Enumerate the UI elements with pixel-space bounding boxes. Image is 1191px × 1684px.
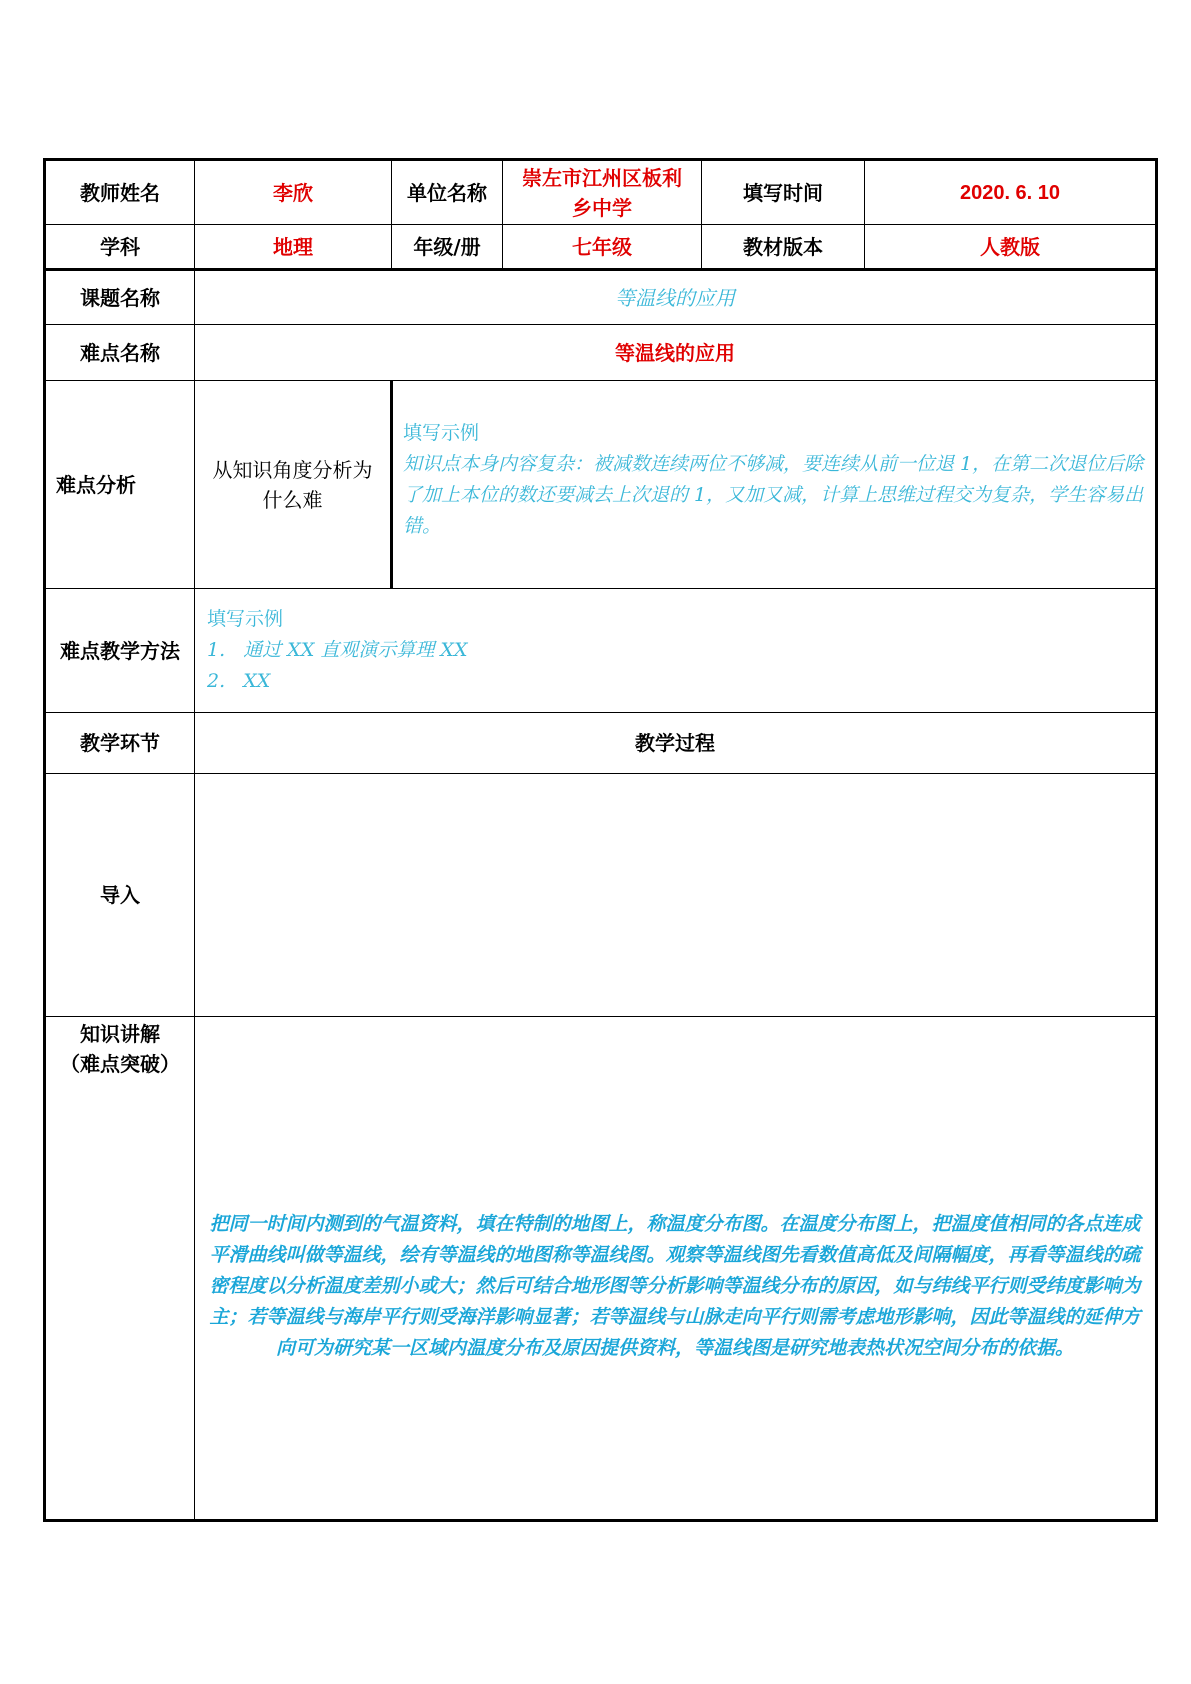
topic-value: 等温线的应用 <box>195 270 1157 325</box>
subject-label: 学科 <box>45 225 195 270</box>
knowledge-label-line-2: （难点突破） <box>60 1052 180 1076</box>
edition-label: 教材版本 <box>702 225 865 270</box>
difficulty-value: 等温线的应用 <box>195 325 1157 381</box>
topic-row <box>45 270 1157 325</box>
date-value: 2020. 6. 10 <box>865 160 1157 225</box>
teacher-label: 教师姓名 <box>45 160 195 225</box>
process-value: 教学过程 <box>195 713 1157 774</box>
analysis-sub-label-line-2: 什么难 <box>262 487 323 512</box>
unit-value-line-1: 崇左市江州区板利 <box>522 165 682 190</box>
analysis-row <box>45 381 1157 589</box>
intro-label: 导入 <box>45 774 195 1017</box>
method-row <box>45 589 1157 713</box>
knowledge-label-line-1: 知识讲解 <box>80 1022 160 1046</box>
analysis-label: 难点分析 <box>45 381 195 589</box>
date-label: 填写时间 <box>702 160 865 225</box>
intro-content <box>195 774 1157 1017</box>
knowledge-row <box>45 1017 1157 1521</box>
header-row-1 <box>45 160 1157 225</box>
method-example <box>195 589 1157 713</box>
difficulty-row <box>45 325 1157 381</box>
grade-label: 年级/册 <box>392 225 503 270</box>
knowledge-label <box>45 1017 195 1521</box>
analysis-sub-label-line-1: 从知识角度分析为 <box>212 457 373 482</box>
lesson-table <box>43 158 1158 1522</box>
grade-value: 七年级 <box>503 225 702 270</box>
method-item: 2. XX <box>207 670 271 692</box>
unit-label: 单位名称 <box>392 160 503 225</box>
process-label: 教学环节 <box>45 713 195 774</box>
edition-value: 人教版 <box>865 225 1157 270</box>
analysis-example <box>392 381 1157 589</box>
difficulty-label: 难点名称 <box>45 325 195 381</box>
intro-row <box>45 774 1157 1017</box>
method-item: 1. 通过 XX 直观演示算理 XX <box>207 639 468 661</box>
analysis-sub-label <box>195 381 392 589</box>
topic-label: 课题名称 <box>45 270 195 325</box>
header-row-2 <box>45 225 1157 270</box>
teacher-value: 李欣 <box>195 160 392 225</box>
knowledge-content <box>195 1017 1157 1521</box>
subject-value: 地理 <box>195 225 392 270</box>
knowledge-text: 把同一时间内测到的气温资料，填在特制的地图上，称温度分布图。在温度分布图上，把温度值相同的各点连成平滑曲线叫做等温线，绘有等温线的地图称等温线图。观察等温线图先看数值高低及间隔幅度，再看等温线的疏密程度以分析温度差别小或大；然后可结合地形图等分析影响等温线分布的原因，如与纬线平行则受纬度影响为主；若等温线与海岸平行则受海洋影响显著；若等温线与山脉走向平行则需考虑地形影响，因此等温线的延伸方向可为研究某一区域内温度分布及原因提供资料，等温线图是研究地表热状况空间分布的依据。 <box>209 1213 1141 1359</box>
unit-value-line-2: 乡中学 <box>572 195 632 220</box>
analysis-example-text: 知识点本身内容复杂：被减数连续两位不够减，要连续从前一位退 1，在第二次退位后除了加上本位的数还要减去上次退的 1，又加又减，计算上思维过程交为复杂，学生容易出错。 <box>403 452 1144 537</box>
lesson-form <box>43 158 1155 1522</box>
analysis-example-title: 填写示例 <box>403 421 480 444</box>
method-label: 难点教学方法 <box>45 589 195 713</box>
method-example-title: 填写示例 <box>207 608 284 630</box>
unit-value <box>503 160 702 225</box>
process-row <box>45 713 1157 774</box>
